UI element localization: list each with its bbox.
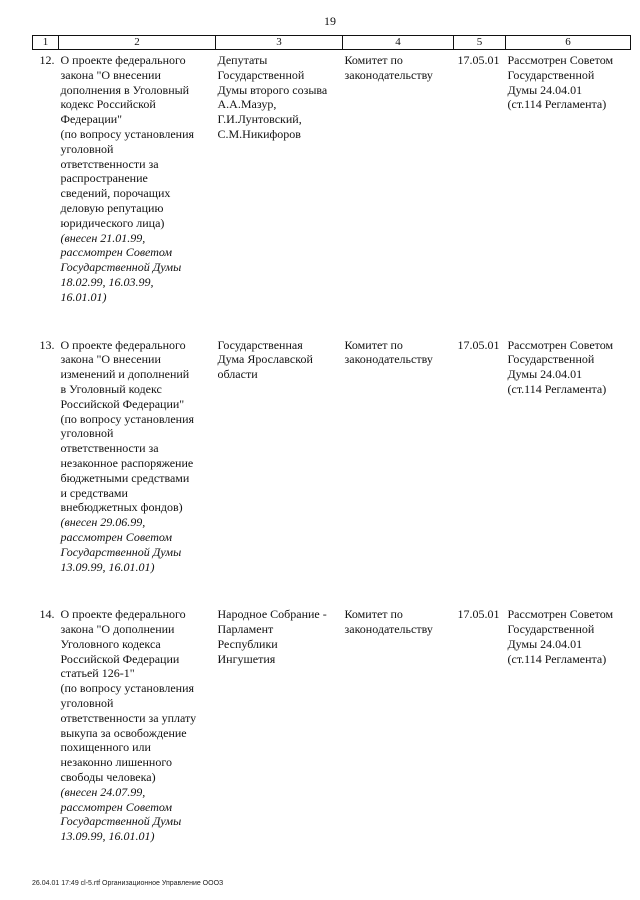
- table-body: [33, 50, 631, 875]
- text-line: Государственная: [217, 337, 303, 352]
- text-line: Ингушетия: [217, 651, 276, 666]
- text-line: ответственности за уплату: [60, 710, 197, 725]
- text-line: незаконно лишенного: [60, 755, 172, 770]
- text-line: (внесен 24.07.99,: [60, 784, 146, 799]
- bill-title-cell: [59, 335, 216, 605]
- author-cell: [216, 50, 343, 335]
- text-line: дополнения в Уголовный: [60, 82, 190, 97]
- text-line: Государственной Думы: [60, 544, 182, 559]
- text-line: уголовной: [60, 696, 114, 711]
- column-number: 5: [454, 36, 506, 50]
- text-line: выкупа за освобождение: [60, 725, 187, 740]
- text-line: Государственной Думы: [60, 814, 182, 829]
- text-line: рассмотрен Советом: [60, 799, 173, 814]
- text-line: Комитет по: [344, 337, 403, 352]
- text-line: Уголовного кодекса: [60, 636, 161, 651]
- text-line: Государственной: [507, 622, 595, 637]
- text-line: Думы 24.04.01: [507, 636, 583, 651]
- text-line: Комитет по: [344, 607, 403, 622]
- text-line: С.М.Никифоров: [217, 126, 301, 141]
- text-line: законодательству: [344, 67, 433, 82]
- text-line: О проекте федерального: [60, 337, 186, 352]
- text-line: Думы 24.04.01: [507, 367, 583, 382]
- text-line: (ст.114 Регламента): [507, 651, 607, 666]
- column-number: 6: [506, 36, 631, 50]
- text-line: 18.02.99, 16.03.99,: [60, 274, 154, 289]
- text-line: бюджетными средствами: [60, 470, 190, 485]
- text-line: О проекте федерального: [60, 607, 186, 622]
- row-number: 12.: [39, 53, 55, 67]
- text-line: Рассмотрен Советом: [507, 337, 614, 352]
- column-number: 3: [216, 36, 343, 50]
- text-line: Российской Федерации: [60, 651, 180, 666]
- text-line: Республики: [217, 636, 278, 651]
- text-line: законодательству: [344, 352, 433, 367]
- text-line: Государственной: [507, 67, 595, 82]
- footer-note: 26.04.01 17:49 cl-5.rtf Организационное Управление ОООЗ: [32, 880, 224, 887]
- text-line: (внесен 29.06.99,: [60, 515, 146, 530]
- text-line: (ст.114 Регламента): [507, 97, 607, 112]
- page-number: 19: [324, 14, 336, 28]
- text-line: ответственности за: [60, 441, 159, 456]
- committee-cell: [343, 335, 454, 605]
- bills-table: [32, 35, 631, 874]
- text-line: 16.01.01): [60, 289, 107, 304]
- text-line: Российской Федерации": [60, 396, 185, 411]
- text-line: закона "О внесении: [60, 352, 161, 367]
- text-line: ответственности за: [60, 156, 159, 171]
- text-line: распространение: [60, 171, 148, 186]
- bill-title-cell: [59, 604, 216, 874]
- text-line: похищенного или: [60, 740, 151, 755]
- text-line: рассмотрен Советом: [60, 245, 173, 260]
- text-line: закона "О дополнении: [60, 622, 175, 637]
- row-number: 14.: [39, 607, 55, 622]
- text-line: рассмотрен Советом: [60, 529, 173, 544]
- text-line: сведений, порочащих: [60, 186, 171, 201]
- text-line: незаконное распоряжение: [60, 455, 194, 470]
- text-line: (по вопросу установления: [60, 411, 195, 426]
- table-row: [33, 604, 631, 874]
- text-line: и средствами: [60, 485, 128, 500]
- text-line: свободы человека): [60, 770, 156, 785]
- text-line: Государственной: [217, 67, 305, 82]
- column-number: 2: [59, 36, 216, 50]
- text-line: уголовной: [60, 141, 114, 156]
- text-line: юридического лица): [60, 215, 165, 230]
- author-cell: [216, 604, 343, 874]
- status-cell: [506, 50, 631, 335]
- text-line: Рассмотрен Советом: [507, 607, 614, 622]
- text-line: в Уголовный кодекс: [60, 381, 162, 396]
- author-cell: [216, 335, 343, 605]
- text-line: (внесен 21.01.99,: [60, 230, 146, 245]
- text-line: Дума Ярославской: [217, 352, 313, 367]
- column-number: 4: [343, 36, 454, 50]
- text-line: внебюджетных фондов): [60, 500, 183, 515]
- text-line: Парламент: [217, 622, 274, 637]
- status-cell: [506, 604, 631, 874]
- text-line: Депутаты: [217, 53, 268, 67]
- text-line: О проекте федерального: [60, 53, 186, 67]
- date-cell: 17.05.01: [457, 607, 500, 622]
- table-row: [33, 50, 631, 335]
- column-number: 1: [33, 36, 59, 50]
- text-line: Г.И.Лунтовский,: [217, 112, 302, 127]
- text-line: (по вопросу установления: [60, 126, 195, 141]
- text-line: Государственной Думы: [60, 260, 182, 275]
- column-number-row: [33, 36, 631, 50]
- date-cell: 17.05.01: [457, 337, 500, 352]
- text-line: Думы 24.04.01: [507, 82, 583, 97]
- text-line: Народное Собрание -: [217, 607, 327, 622]
- text-line: кодекс Российской: [60, 97, 156, 112]
- text-line: законодательству: [344, 622, 433, 637]
- text-line: уголовной: [60, 426, 114, 441]
- text-line: Думы второго созыва: [217, 82, 328, 97]
- committee-cell: [343, 604, 454, 874]
- text-line: закона "О внесении: [60, 67, 161, 82]
- committee-cell: [343, 50, 454, 335]
- text-line: 13.09.99, 16.01.01): [60, 829, 155, 844]
- table-row: [33, 335, 631, 605]
- text-line: (ст.114 Регламента): [507, 381, 607, 396]
- text-line: деловую репутацию: [60, 200, 164, 215]
- text-line: Государственной: [507, 352, 595, 367]
- text-line: А.А.Мазур,: [217, 97, 277, 112]
- status-cell: [506, 335, 631, 605]
- text-line: области: [217, 367, 258, 382]
- date-cell: 17.05.01: [457, 53, 500, 67]
- text-line: Рассмотрен Советом: [507, 53, 614, 67]
- text-line: изменений и дополнений: [60, 367, 190, 382]
- bill-title-cell: [59, 50, 216, 335]
- text-line: статьей 126-1": [60, 666, 135, 681]
- text-line: Комитет по: [344, 53, 403, 67]
- text-line: 13.09.99, 16.01.01): [60, 559, 155, 574]
- text-line: Федерации": [60, 112, 123, 127]
- text-line: (по вопросу установления: [60, 681, 195, 696]
- row-number: 13.: [39, 337, 55, 352]
